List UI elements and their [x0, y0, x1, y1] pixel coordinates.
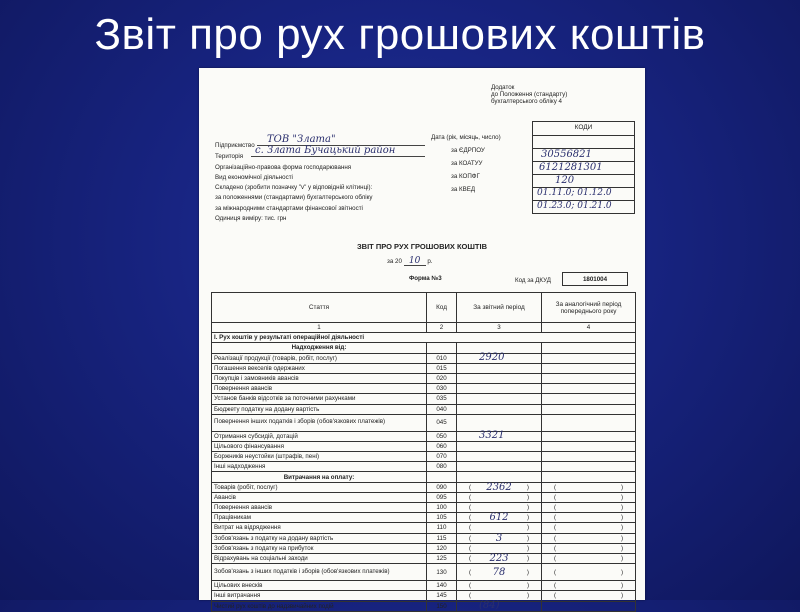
appendix-line: бухгалтерського обліку 4	[491, 98, 562, 105]
row-code: 045	[427, 414, 457, 431]
row-current-value-cell	[457, 523, 542, 533]
table-row	[212, 503, 636, 513]
row-current-value	[459, 451, 479, 462]
row-previous-value-cell	[542, 472, 636, 482]
row-code: 070	[427, 452, 457, 462]
row-previous-value-cell	[542, 543, 636, 553]
appendix-line: Додаток	[491, 84, 515, 91]
row-previous-value-cell	[542, 441, 636, 451]
row-current-value	[459, 403, 479, 414]
paren-close: )	[526, 483, 529, 491]
row-code	[427, 343, 457, 353]
row-code: 060	[427, 441, 457, 451]
paren-close: )	[526, 504, 529, 512]
paren-open: (	[469, 568, 472, 576]
paren-open: (	[469, 534, 472, 542]
table-row	[212, 601, 636, 611]
row-current-value-cell	[457, 414, 542, 431]
row-current-value: 2362	[486, 481, 512, 493]
row-previous-value-cell	[542, 414, 636, 431]
paren-wrap	[459, 592, 539, 599]
slide-title: Звіт про рух грошових коштів	[94, 10, 706, 59]
paren-open: (	[469, 592, 472, 600]
row-code: 050	[427, 431, 457, 441]
left-label: Організаційно-правова форма господарювання	[215, 164, 352, 171]
row-label: Установ банків відсотків за поточними рахунками	[212, 394, 427, 404]
row-previous-value-cell	[542, 482, 636, 492]
paren-close: )	[620, 568, 623, 576]
row-previous-value-cell	[542, 462, 636, 472]
row-previous-value-cell	[542, 373, 636, 383]
row-label: Зобов'язань з податку на додану вартість	[212, 533, 427, 543]
table-row	[212, 414, 636, 431]
row-code: 090	[427, 482, 457, 492]
table-number-row	[212, 323, 636, 333]
paren-close: )	[620, 504, 623, 512]
paren-open: (	[469, 483, 472, 491]
row-current-value-cell	[457, 404, 542, 414]
paren-open: (	[554, 524, 557, 532]
row-code: 100	[427, 503, 457, 513]
table-row	[212, 343, 636, 353]
paren-close: )	[620, 524, 623, 532]
row-label: Реалізації продукції (товарів, робіт, послуг)	[212, 353, 427, 363]
paren-wrap	[544, 582, 633, 589]
row-previous-value-cell	[542, 363, 636, 373]
row-label: Зобов'язань з інших податків і зборів (обов'язкових платежів)	[212, 564, 427, 581]
col-number: 4	[542, 323, 636, 333]
table-header-row	[212, 293, 636, 323]
row-code: 150	[427, 601, 457, 611]
table-row	[212, 581, 636, 591]
row-code: 015	[427, 363, 457, 373]
paren-open: (	[554, 493, 557, 501]
row-previous-value-cell	[542, 601, 636, 611]
table-row	[212, 533, 636, 543]
code-row-kopfg	[533, 174, 634, 187]
paren-close: )	[620, 514, 623, 522]
appendix-line: до Положення (стандарту)	[491, 91, 568, 98]
row-current-value-cell	[457, 543, 542, 553]
enterprise-value: ТОВ "Злата"	[257, 134, 425, 146]
row-current-value-cell	[457, 533, 542, 543]
period-suffix: р.	[427, 258, 433, 265]
report-title: ЗВІТ ПРО РУХ ГРОШОВИХ КОШТІВ	[356, 242, 487, 251]
code-row-kved-1	[533, 187, 634, 200]
row-previous-value-cell	[542, 581, 636, 591]
row-current-value-cell	[457, 482, 542, 492]
row-current-value-cell	[457, 601, 542, 611]
col-number: 2	[427, 323, 457, 333]
row-code: 035	[427, 394, 457, 404]
paren-close: )	[620, 493, 623, 501]
table-row	[212, 441, 636, 451]
paren-close: )	[620, 483, 623, 491]
row-code: 130	[427, 564, 457, 581]
period-prefix: за 20	[387, 258, 402, 265]
row-previous-value-cell	[542, 343, 636, 353]
table-row	[212, 492, 636, 502]
table-row	[212, 543, 636, 553]
table-row	[212, 472, 636, 482]
paren-open: (	[554, 483, 557, 491]
paren-close: )	[620, 534, 623, 542]
paren-open: (	[469, 493, 472, 501]
table-row	[212, 373, 636, 383]
row-code: 125	[427, 553, 457, 563]
row-label: Повернення авансів	[212, 503, 427, 513]
row-previous-value-cell	[542, 431, 636, 441]
table-row	[212, 363, 636, 373]
row-current-value-cell	[457, 503, 542, 513]
code-row-kved-2	[533, 200, 634, 213]
codes-box	[532, 121, 635, 214]
row-label: Отримання субсидій, дотацій	[212, 431, 427, 441]
row-previous-value-cell	[542, 591, 636, 601]
paren-open: (	[469, 524, 472, 532]
territory-label: Територія	[215, 153, 244, 160]
paren-open: (	[469, 582, 472, 590]
col-header-current: За звітний період	[457, 293, 542, 323]
row-code: 040	[427, 404, 457, 414]
paren-wrap	[544, 592, 633, 599]
table-row	[212, 482, 636, 492]
row-code: 030	[427, 384, 457, 394]
row-code: 120	[427, 543, 457, 553]
row-previous-value-cell	[542, 492, 636, 502]
kved-value-2: 01.23.0; 01.21.0	[537, 201, 612, 211]
table-row	[212, 513, 636, 523]
territory-value: с. Злата Бучацький район	[251, 145, 425, 157]
paren-wrap	[544, 545, 633, 552]
row-code: 115	[427, 533, 457, 543]
row-code: 020	[427, 373, 457, 383]
left-label: за міжнародними стандартами фінансової звітності	[215, 205, 363, 212]
row-current-value	[459, 417, 479, 428]
row-label: Працівникам	[212, 513, 427, 523]
row-current-value-cell	[457, 553, 542, 563]
paren-close: )	[620, 555, 623, 563]
row-previous-value-cell	[542, 523, 636, 533]
code-label: за КОАТУУ	[451, 160, 483, 167]
paren-open: (	[554, 582, 557, 590]
paren-wrap	[459, 582, 539, 589]
col-number: 1	[212, 323, 427, 333]
row-current-value: 223	[489, 553, 509, 565]
form-label: Форма №3	[409, 275, 442, 282]
paren-wrap	[459, 481, 539, 493]
row-label: Покупців і замовників авансів	[212, 373, 427, 383]
row-current-value-cell	[457, 492, 542, 502]
left-label: Вид економічної діяльності	[215, 174, 293, 181]
enterprise-label: Підприємство	[215, 142, 255, 149]
paren-close: )	[526, 582, 529, 590]
table-row	[212, 523, 636, 533]
row-previous-value-cell	[542, 533, 636, 543]
paren-wrap	[459, 494, 539, 501]
row-current-value: 2920	[479, 352, 505, 364]
codes-header: КОДИ	[574, 124, 593, 131]
paren-open: (	[469, 504, 472, 512]
paren-wrap	[459, 545, 539, 552]
dkud-label: Код за ДКУД	[515, 277, 551, 284]
paren-close: )	[526, 592, 529, 600]
table-row	[212, 394, 636, 404]
row-current-value-cell	[457, 363, 542, 373]
row-code: 080	[427, 462, 457, 472]
paren-close: )	[526, 555, 529, 563]
row-previous-value-cell	[542, 394, 636, 404]
table-row	[212, 404, 636, 414]
row-label: Повернення авансів	[212, 384, 427, 394]
code-label: за ЄДРПОУ	[451, 147, 485, 154]
table-row	[212, 353, 636, 363]
paren-wrap	[544, 514, 633, 521]
paren-close: )	[526, 534, 529, 542]
row-current-value-cell	[457, 581, 542, 591]
row-code: 095	[427, 492, 457, 502]
paren-wrap	[544, 484, 633, 491]
cash-flow-table	[211, 292, 636, 612]
left-label: Одиниця виміру: тис. грн	[215, 215, 287, 222]
table-body	[212, 333, 636, 612]
row-current-value	[459, 471, 479, 482]
row-label: Авансів	[212, 492, 427, 502]
appendix-note	[491, 84, 567, 105]
paren-close: )	[526, 524, 529, 532]
paren-wrap	[544, 494, 633, 501]
scanned-report-document	[199, 68, 645, 612]
col-header-article: Стаття	[212, 293, 427, 323]
date-label: Дата (рік, місяць, число)	[431, 134, 501, 141]
row-label: І. Рух коштів у результаті операційної діяльності	[212, 333, 636, 343]
table-row	[212, 553, 636, 563]
paren-wrap	[459, 524, 539, 531]
row-label: Інші надходження	[212, 462, 427, 472]
row-current-value: 78	[492, 566, 506, 578]
row-label: Інші витрачання	[212, 591, 427, 601]
col-header-code: Код	[427, 293, 457, 323]
row-current-value: 612	[489, 512, 509, 524]
left-label: Складено (зробити позначку "v" у відповідній клітинці):	[215, 184, 373, 191]
paren-open: (	[469, 514, 472, 522]
table-row	[212, 462, 636, 472]
row-label: Відрахувань на соціальні заходи	[212, 553, 427, 563]
paren-close: )	[526, 493, 529, 501]
period-line	[387, 258, 433, 266]
row-code	[427, 472, 457, 482]
row-label: Надходження від:	[212, 343, 427, 353]
row-label: Повернення інших податків і зборів (обов'язкових платежів)	[212, 414, 427, 431]
row-label: Погашення векселів одержаних	[212, 363, 427, 373]
table-row	[212, 431, 636, 441]
paren-open: (	[554, 504, 557, 512]
paren-open: (	[554, 568, 557, 576]
row-label: Товарів (робіт, послуг)	[212, 482, 427, 492]
col-header-previous: За аналогічний період попереднього року	[542, 293, 636, 323]
row-code: 145	[427, 591, 457, 601]
paren-wrap	[544, 535, 633, 542]
kved-value-1: 01.11.0; 01.12.0	[537, 188, 612, 198]
row-current-value-cell	[457, 564, 542, 581]
row-current-value: (84)	[479, 600, 500, 612]
paren-close: )	[620, 592, 623, 600]
row-previous-value-cell	[542, 553, 636, 563]
row-current-value-cell	[457, 472, 542, 482]
paren-close: )	[620, 544, 623, 552]
kopfg-value: 120	[555, 175, 575, 186]
row-code: 140	[427, 581, 457, 591]
table-row	[212, 384, 636, 394]
row-current-value: 3321	[479, 430, 505, 442]
paren-wrap	[544, 504, 633, 511]
paren-open: (	[554, 544, 557, 552]
paren-close: )	[526, 568, 529, 576]
edrpou-value: 30556821	[541, 149, 592, 160]
row-previous-value-cell	[542, 513, 636, 523]
row-label: Чистий рух коштів до надзвичайних подій	[212, 601, 427, 611]
row-code: 105	[427, 513, 457, 523]
row-label: Бюджету податку на додану вартість	[212, 404, 427, 414]
paren-open: (	[469, 555, 472, 563]
paren-wrap	[544, 524, 633, 531]
row-current-value	[459, 440, 479, 451]
code-label: за КВЕД	[451, 186, 476, 193]
paren-open: (	[554, 514, 557, 522]
dkud-value: 1801004	[562, 272, 628, 286]
row-code: 010	[427, 353, 457, 363]
row-label: Витрачання на оплату:	[212, 472, 427, 482]
paren-wrap	[544, 569, 633, 576]
row-previous-value-cell	[542, 404, 636, 414]
code-row-edrpou	[533, 148, 634, 161]
row-label: Боржників неустойки (штрафів, пені)	[212, 452, 427, 462]
paren-close: )	[620, 582, 623, 590]
table-row	[212, 564, 636, 581]
period-year: 10	[404, 258, 426, 266]
paren-wrap	[459, 532, 539, 544]
paren-wrap	[459, 504, 539, 511]
paren-close: )	[526, 514, 529, 522]
paren-wrap	[459, 553, 539, 565]
col-number: 3	[457, 323, 542, 333]
row-label: Цільових внесків	[212, 581, 427, 591]
row-label: Цільового фінансування	[212, 441, 427, 451]
code-row-koatuu	[533, 161, 634, 174]
row-current-value-cell	[457, 513, 542, 523]
paren-open: (	[554, 534, 557, 542]
paren-open: (	[469, 544, 472, 552]
row-code: 110	[427, 523, 457, 533]
left-label: за положеннями (стандартами) бухгалтерського обліку	[215, 194, 373, 201]
paren-open: (	[554, 592, 557, 600]
paren-close: )	[526, 544, 529, 552]
koatuu-value: 6121281301	[539, 162, 603, 173]
row-label: Зобов'язань з податку на прибуток	[212, 543, 427, 553]
table-row	[212, 591, 636, 601]
paren-wrap	[459, 512, 539, 524]
paren-open: (	[554, 555, 557, 563]
code-row-date	[533, 135, 634, 148]
row-previous-value-cell	[542, 384, 636, 394]
row-current-value	[459, 362, 479, 373]
row-current-value	[459, 373, 479, 384]
paren-wrap	[544, 555, 633, 562]
code-label: за КОПФГ	[451, 173, 480, 180]
row-previous-value-cell	[542, 353, 636, 363]
row-previous-value-cell	[542, 564, 636, 581]
table-row	[212, 452, 636, 462]
row-label: Витрат на відрядження	[212, 523, 427, 533]
row-previous-value-cell	[542, 452, 636, 462]
row-previous-value-cell	[542, 503, 636, 513]
paren-wrap	[459, 566, 539, 578]
row-current-value: 3	[495, 532, 503, 544]
table-row	[212, 333, 636, 343]
